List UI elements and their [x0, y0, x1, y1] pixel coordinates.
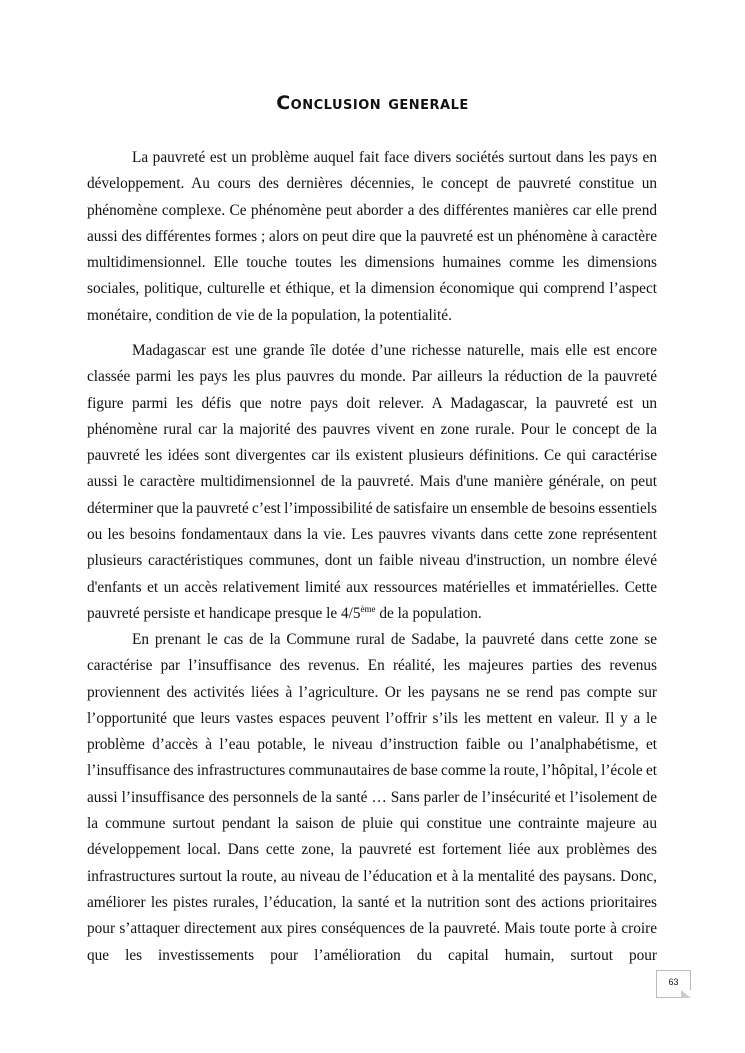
text-line [87, 943, 657, 969]
text-line [87, 758, 657, 784]
text-line [87, 837, 657, 863]
text-line-content: la commune surtout pendant la saison de pluie qui constitue une contrainte majeure au [87, 815, 657, 833]
text-line [87, 224, 657, 250]
text-line [87, 601, 657, 627]
text-line [87, 171, 657, 197]
text-line [87, 364, 657, 390]
text-line-content: de la population. [375, 604, 482, 622]
text-line-content: pour s’attaquer directement aux pires conséquences de la pauvreté. Mais toute porte à croire [87, 920, 657, 938]
text-line [87, 443, 657, 469]
text-line [87, 338, 657, 364]
text-line [87, 198, 657, 224]
text-line-content: aussi l’insuffisance des personnels de la santé … Sans parler de l’insécurité et l’isolement de [87, 788, 657, 806]
paragraph-1 [87, 145, 657, 329]
text-line-content: déterminer que la pauvreté c’est l’impossibilité de satisfaire un ensemble de besoins essentiels [87, 499, 657, 517]
text-line-content: Madagascar est une grande île dotée d’une richesse naturelle, mais elle est encore [132, 342, 657, 359]
text-line-content: aussi des différentes formes ; alors on peut dire que la pauvreté est un phénomène à caractère [87, 227, 657, 245]
text-line-content: l’opportunité que leurs vastes espaces peuvent l’offrir s’ils les mettent en valeur. Il y a le [87, 709, 657, 727]
text-line-content: infrastructures surtout la route, au niveau de l’éducation et à la mentalité des paysans. Donc, [87, 867, 657, 885]
text-line-content: plusieurs caractéristiques communes, dont un faible niveau d'instruction, un nombre élevé [87, 552, 657, 570]
text-line-content: La pauvreté est un problème auquel fait face divers sociétés surtout dans les pays en [132, 149, 657, 166]
text-line-content: pauvreté les idées sont divergentes car ils existent plusieurs définitions. Ce qui caractérise [87, 447, 657, 465]
text-line [87, 575, 657, 601]
text-line-content: multidimensionnel. Elle touche toutes les dimensions humaines comme les dimensions [87, 254, 657, 272]
text-line-content: développement. Au cours des dernières décennies, le concept de pauvreté constitue un [87, 175, 657, 193]
text-line-content: l’insuffisance des infrastructures communautaires de base comme la route, l’hôpital, l’école et [87, 762, 657, 780]
text-line-content: sociales, politique, culturelle et éthique, et la dimension économique qui comprend l’aspect [87, 280, 657, 298]
page-title: Conclusion generale [276, 92, 469, 114]
text-line [87, 276, 657, 302]
text-line [87, 250, 657, 276]
text-line [87, 548, 657, 574]
text-line-content: En prenant le cas de la Commune rural de Sadabe, la pauvreté dans cette zone se [132, 631, 657, 648]
text-line [87, 145, 657, 171]
text-line [87, 706, 657, 732]
text-line [87, 785, 657, 811]
text-line [87, 391, 657, 417]
page-number [656, 970, 691, 998]
text-line-content: caractérise par l’insuffisance des revenus. En réalité, les majeures parties des revenus [87, 657, 657, 675]
text-line [87, 522, 657, 548]
text-line-content: que les investissements pour l’amélioration du capital humain, surtout pour [87, 946, 657, 964]
text-line-content: pauvreté persiste et handicape presque le 4/5 [87, 604, 361, 622]
text-line [87, 890, 657, 916]
text-line [87, 303, 657, 329]
text-line-content: d'enfants et un accès relativement limité aux ressources matérielles et immatérielles. Cette [87, 578, 657, 596]
paragraph-3 [87, 627, 657, 969]
text-line-content: développement local. Dans cette zone, la pauvreté est fortement liée aux problèmes des [87, 841, 657, 859]
text-line [87, 627, 657, 653]
page-fold-icon [681, 990, 691, 998]
text-line [87, 916, 657, 942]
text-line-content: phénomène rural car la majorité des pauvres vivent en zone rurale. Pour le concept de la [87, 420, 657, 438]
page-number-text: 63 [668, 977, 679, 987]
text-line [87, 417, 657, 443]
text-line-content: améliorer les pistes rurales, l’éducation, la santé et la nutrition sont des actions prioritaires [87, 893, 657, 911]
text-line [87, 811, 657, 837]
text-line [87, 680, 657, 706]
text-line [87, 653, 657, 679]
text-line [87, 732, 657, 758]
text-line-content: proviennent des activités liées à l’agriculture. Or les paysans ne se rend pas compte sur [87, 683, 657, 701]
text-line [87, 469, 657, 495]
text-line-content: problème d’accès à l’eau potable, le niveau d’instruction faible ou l’analphabétisme, et [87, 736, 657, 754]
superscript: ème [360, 603, 376, 614]
text-line-content: figure parmi les défis que notre pays doit relever. A Madagascar, la pauvreté est un [87, 394, 657, 412]
text-line-content: aussi le caractère multidimensionnel de la pauvreté. Mais d'une manière générale, on peut [87, 473, 657, 491]
text-line-content: phénomène complexe. Ce phénomène peut aborder a des différentes manières car elle prend [87, 201, 657, 219]
text-line-content: ou les besoins fondamentaux dans la vie. Les pauvres vivants dans cette zone représentent [87, 526, 657, 544]
text-line [87, 864, 657, 890]
text-line-content: classée parmi les pays les plus pauvres du monde. Par ailleurs la réduction de la pauvreté [87, 368, 657, 386]
paragraph-2 [87, 338, 657, 627]
text-line-content: monétaire, condition de vie de la population, la potentialité. [87, 306, 452, 324]
text-line [87, 496, 657, 522]
